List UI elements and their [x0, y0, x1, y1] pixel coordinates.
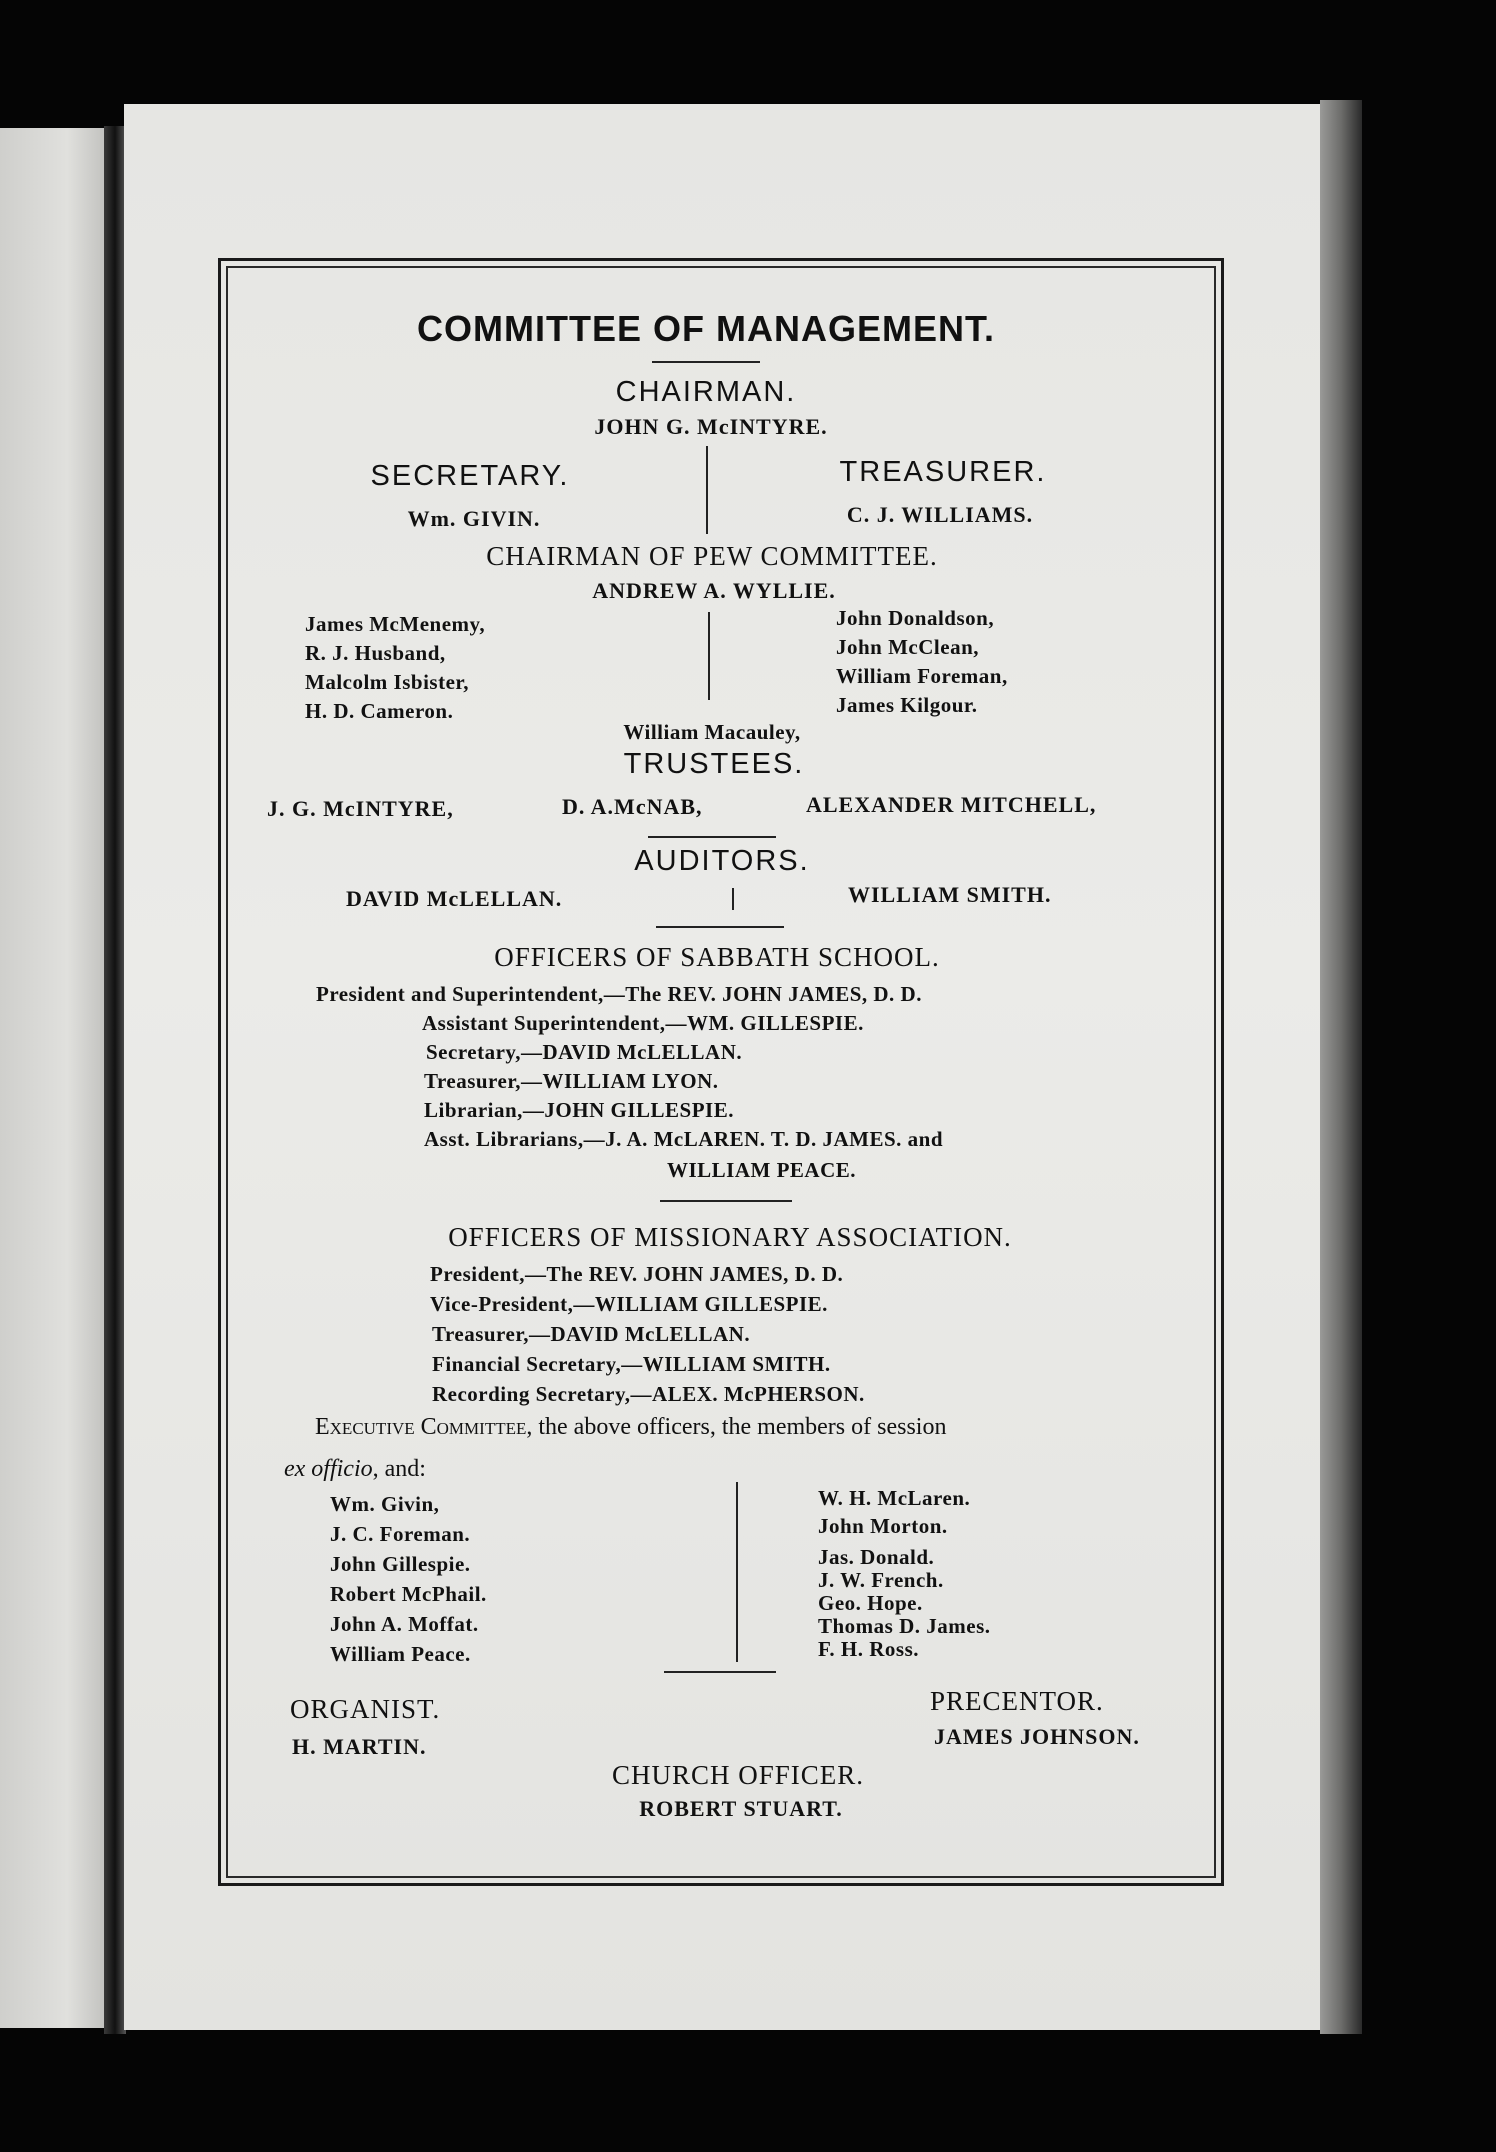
treasurer-name: C. J. WILLIAMS.: [846, 502, 1034, 527]
pew-member: James McMenemy,: [305, 612, 486, 636]
pew-committee-chairman: ANDREW A. WYLLIE.: [592, 578, 836, 603]
trustee-name: ALEXANDER MITCHELL,: [806, 792, 1097, 817]
left-page-edge: [0, 128, 112, 2028]
executive-member: Jas. Donald.: [818, 1545, 935, 1569]
executive-member: F. H. Ross.: [818, 1637, 919, 1661]
auditors-heading: AUDITORS.: [634, 845, 810, 877]
executive-member: J. W. French.: [818, 1568, 944, 1592]
executive-member: Geo. Hope.: [818, 1591, 923, 1615]
pew-member: Malcolm Isbister,: [305, 670, 470, 694]
executive-committee-label: Executive Committee: [315, 1414, 527, 1440]
pew-member: John Donaldson,: [836, 606, 995, 630]
organist-heading: ORGANIST.: [290, 1694, 441, 1724]
trustee-name: D. A.McNAB,: [562, 794, 703, 819]
page-edge: [1320, 100, 1362, 2034]
executive-member: Thomas D. James.: [818, 1614, 991, 1638]
treasurer-heading: TREASURER.: [839, 456, 1047, 488]
missionary-officer: Vice-President,—WILLIAM GILLESPIE.: [430, 1292, 828, 1316]
pew-member: John McClean,: [836, 635, 979, 659]
executive-member: J. C. Foreman.: [330, 1522, 471, 1546]
divider: [660, 1200, 792, 1202]
executive-member: John Morton.: [818, 1514, 948, 1538]
precentor-name: JAMES JOHNSON.: [934, 1724, 1140, 1749]
executive-member: Robert McPhail.: [330, 1582, 487, 1606]
executive-member: W. H. McLaren.: [818, 1486, 971, 1510]
missionary-heading: OFFICERS OF MISSIONARY ASSOCIATION.: [448, 1222, 1012, 1252]
secretary-heading: SECRETARY.: [370, 460, 570, 492]
divider: [648, 836, 776, 838]
organist-name: H. MARTIN.: [292, 1734, 427, 1759]
sabbath-school-officer: Asst. Librarians,—J. A. McLAREN. T. D. JAMES. and: [424, 1127, 944, 1151]
secretary-name: Wm. GIVIN.: [407, 506, 541, 531]
column-divider: [732, 888, 734, 910]
church-officer-heading: CHURCH OFFICER.: [611, 1760, 865, 1790]
divider: [656, 926, 784, 928]
chairman-heading: CHAIRMAN.: [615, 376, 797, 408]
missionary-officer: President,—The REV. JOHN JAMES, D. D.: [430, 1262, 844, 1286]
divider: [664, 1671, 776, 1673]
sabbath-school-officer: Treasurer,—WILLIAM LYON.: [424, 1069, 719, 1093]
book-gutter: [104, 126, 126, 2034]
executive-member: Wm. Givin,: [330, 1492, 440, 1516]
pew-committee-heading: CHAIRMAN OF PEW COMMITTEE.: [486, 541, 938, 571]
sabbath-school-officer: Assistant Superintendent,—WM. GILLESPIE.: [422, 1011, 864, 1035]
pew-member: H. D. Cameron.: [305, 699, 454, 723]
column-divider: [736, 1482, 738, 1662]
executive-member: William Peace.: [330, 1642, 471, 1666]
trustee-name: J. G. McINTYRE,: [267, 796, 454, 821]
pew-member: William Macauley,: [623, 720, 801, 744]
pew-member: R. J. Husband,: [305, 641, 446, 665]
pew-member: James Kilgour.: [836, 693, 978, 717]
page-title: COMMITTEE OF MANAGEMENT.: [417, 308, 995, 349]
precentor-heading: PRECENTOR.: [930, 1686, 1104, 1716]
column-divider: [706, 446, 708, 534]
chairman-name: JOHN G. McINTYRE.: [594, 414, 828, 439]
column-divider: [708, 612, 710, 700]
executive-member: John A. Moffat.: [330, 1612, 479, 1636]
missionary-officer: Financial Secretary,—WILLIAM SMITH.: [432, 1352, 831, 1376]
auditor-name: DAVID McLELLAN.: [346, 886, 563, 911]
church-officer-name: ROBERT STUART.: [639, 1796, 843, 1821]
sabbath-school-officer: Librarian,—JOHN GILLESPIE.: [424, 1098, 734, 1122]
executive-committee-text: , the above officers, the members of session: [526, 1414, 947, 1440]
executive-member: John Gillespie.: [330, 1552, 471, 1576]
sabbath-school-officer: WILLIAM PEACE.: [667, 1158, 857, 1182]
sabbath-school-heading: OFFICERS OF SABBATH SCHOOL.: [494, 942, 940, 972]
divider: [652, 361, 760, 363]
ex-officio-rest: , and:: [372, 1456, 426, 1482]
executive-committee-line: [315, 1414, 946, 1441]
missionary-officer: Treasurer,—DAVID McLELLAN.: [432, 1322, 751, 1346]
trustees-heading: TRUSTEES.: [623, 748, 805, 780]
sabbath-school-officer: Secretary,—DAVID McLELLAN.: [426, 1040, 743, 1064]
missionary-officer: Recording Secretary,—ALEX. McPHERSON.: [432, 1382, 865, 1406]
ex-officio: ex officio: [284, 1456, 373, 1482]
sabbath-school-officer: President and Superintendent,—The REV. JOHN JAMES, D. D.: [316, 982, 922, 1006]
pew-member: William Foreman,: [836, 664, 1008, 688]
auditor-name: WILLIAM SMITH.: [848, 882, 1052, 907]
ex-officio-line: [284, 1456, 426, 1483]
